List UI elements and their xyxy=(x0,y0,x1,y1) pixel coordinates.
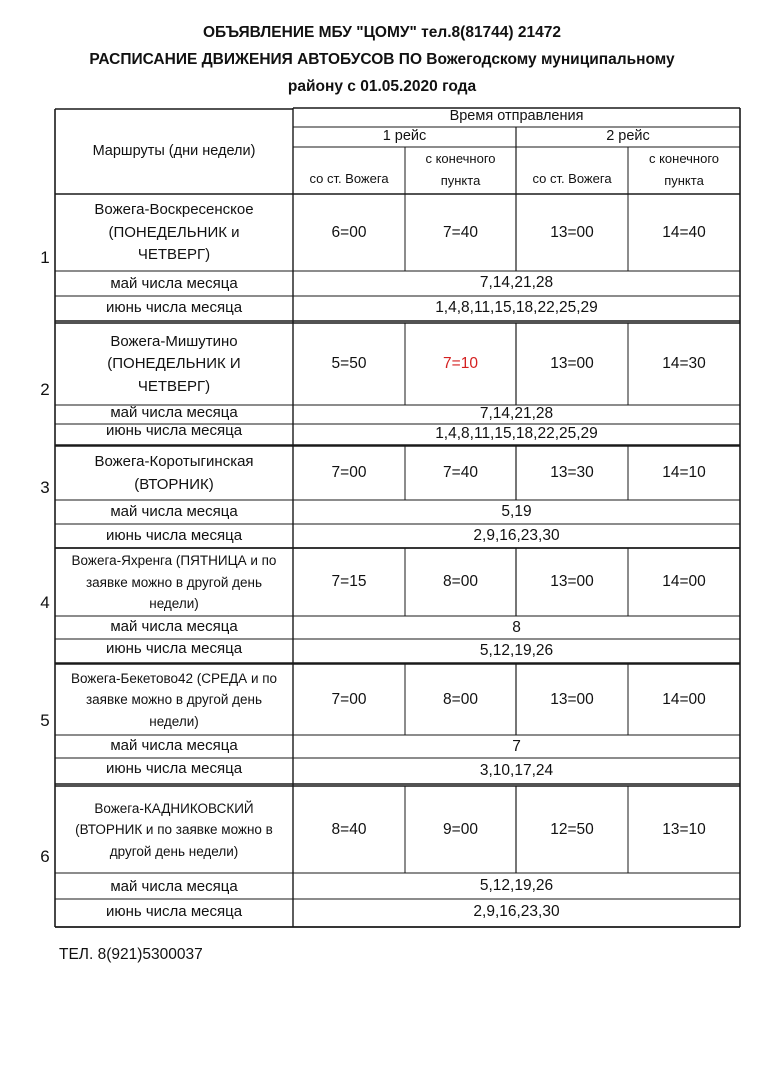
may-label: май числа месяца xyxy=(110,503,238,520)
route-name: Вожега-КАДНИКОВСКИЙ (ВТОРНИК и по заявке можно в другой день недели) xyxy=(75,800,273,859)
june-label: июнь числа месяца xyxy=(105,640,243,657)
route-name: Вожега-Воскресенское (ПОНЕДЕЛЬНИК и ЧЕТВЕРГ) xyxy=(94,201,254,264)
trip1-departure-time: 7=15 xyxy=(331,573,367,591)
trip2-return-time: 14=30 xyxy=(662,355,706,373)
june-label: июнь числа месяца xyxy=(105,903,243,920)
route-name: Вожега-Яхренга (ПЯТНИЦА и по заявке можно в другой день недели) xyxy=(71,553,277,612)
routes-header: Маршруты (дни недели) xyxy=(92,143,256,160)
route-number: 5 xyxy=(40,711,50,730)
trip1-departure-time: 8=40 xyxy=(331,820,367,838)
june-dates: 3,10,17,24 xyxy=(479,762,554,780)
route-number: 4 xyxy=(40,593,50,612)
route-number: 2 xyxy=(40,380,50,399)
schedule-subtitle: району с 01.05.2020 года xyxy=(287,78,477,95)
may-dates: 5,12,19,26 xyxy=(479,877,554,895)
route-name: Вожега-Коротыгинская (ВТОРНИК) xyxy=(94,453,254,493)
june-label: июнь числа месяца xyxy=(105,299,243,316)
schedule-title: РАСПИСАНИЕ ДВИЖЕНИЯ АВТОБУСОВ ПО Вожегодскому муниципальному xyxy=(89,51,675,68)
june-dates: 1,4,8,11,15,18,22,25,29 xyxy=(435,298,598,316)
trip1-return-time: 7=40 xyxy=(443,223,478,241)
route-name: Вожега-Мишутино (ПОНЕДЕЛЬНИК И ЧЕТВЕРГ) xyxy=(107,332,241,395)
trip1-departure-time: 6=00 xyxy=(331,223,367,241)
trip1-from-terminal-header: с конечного пункта xyxy=(425,150,496,188)
june-dates: 2,9,16,23,30 xyxy=(473,903,560,921)
june-dates: 1,4,8,11,15,18,22,25,29 xyxy=(435,425,598,443)
departure-header: Время отправления xyxy=(449,108,584,125)
trip2-return-time: 14=10 xyxy=(662,464,706,482)
trip2-departure-time: 13=00 xyxy=(550,355,594,373)
route-number: 6 xyxy=(40,847,50,866)
may-label: май числа месяца xyxy=(110,618,238,635)
trip1-return-time: 7=40 xyxy=(443,464,478,482)
trip1-departure-time: 7=00 xyxy=(331,464,367,482)
trip2-return-time: 13=10 xyxy=(662,820,706,838)
may-dates: 7,14,21,28 xyxy=(479,405,554,423)
trip1-departure-time: 5=50 xyxy=(331,355,367,373)
trip2-departure-time: 13=00 xyxy=(550,690,594,708)
may-dates: 7,14,21,28 xyxy=(479,274,554,292)
trip2-return-time: 14=00 xyxy=(662,690,706,708)
trip1-from-station-header: со ст. Вожега xyxy=(309,170,389,186)
may-label: май числа месяца xyxy=(110,404,238,421)
trip1-return-time: 9=00 xyxy=(443,820,478,838)
trip2-return-time: 14=00 xyxy=(662,573,706,591)
trip1-return-time: 8=00 xyxy=(443,690,478,708)
may-label: май числа месяца xyxy=(110,737,238,754)
trip2-from-terminal-header: с конечного пункта xyxy=(648,150,720,188)
june-label: июнь числа месяца xyxy=(105,760,243,777)
june-dates: 5,12,19,26 xyxy=(479,642,554,660)
trip2-from-station-header: со ст. Вожега xyxy=(532,170,612,186)
trip1-return-time: 8=00 xyxy=(443,573,478,591)
may-dates: 8 xyxy=(512,618,521,636)
contact-phone: ТЕЛ. 8(921)5300037 xyxy=(59,946,203,963)
trip1-return-time: 7=10 xyxy=(443,355,478,373)
may-dates: 7 xyxy=(512,737,521,755)
june-label: июнь числа месяца xyxy=(105,422,243,439)
may-label: май числа месяца xyxy=(110,274,238,292)
trip2-header: 2 рейс xyxy=(606,128,650,145)
trip2-departure-time: 13=30 xyxy=(550,464,594,482)
route-number: 3 xyxy=(40,478,50,497)
june-label: июнь числа месяца xyxy=(105,526,243,544)
may-label: май числа месяца xyxy=(110,877,238,895)
trip2-departure-time: 12=50 xyxy=(550,820,594,838)
trip1-header: 1 рейс xyxy=(382,128,427,145)
route-number: 1 xyxy=(40,248,50,267)
june-dates: 2,9,16,23,30 xyxy=(473,527,560,545)
trip2-departure-time: 13=00 xyxy=(550,573,594,591)
trip1-departure-time: 7=00 xyxy=(331,690,367,708)
trip2-return-time: 14=40 xyxy=(662,223,706,241)
may-dates: 5,19 xyxy=(501,502,532,520)
trip2-departure-time: 13=00 xyxy=(550,223,594,241)
announcement-title: ОБЪЯВЛЕНИЕ МБУ "ЦОМУ" тел.8(81744) 21472 xyxy=(202,24,561,41)
route-name: Вожега-Бекетово42 (СРЕДА и по заявке можно в другой день недели) xyxy=(70,670,278,729)
